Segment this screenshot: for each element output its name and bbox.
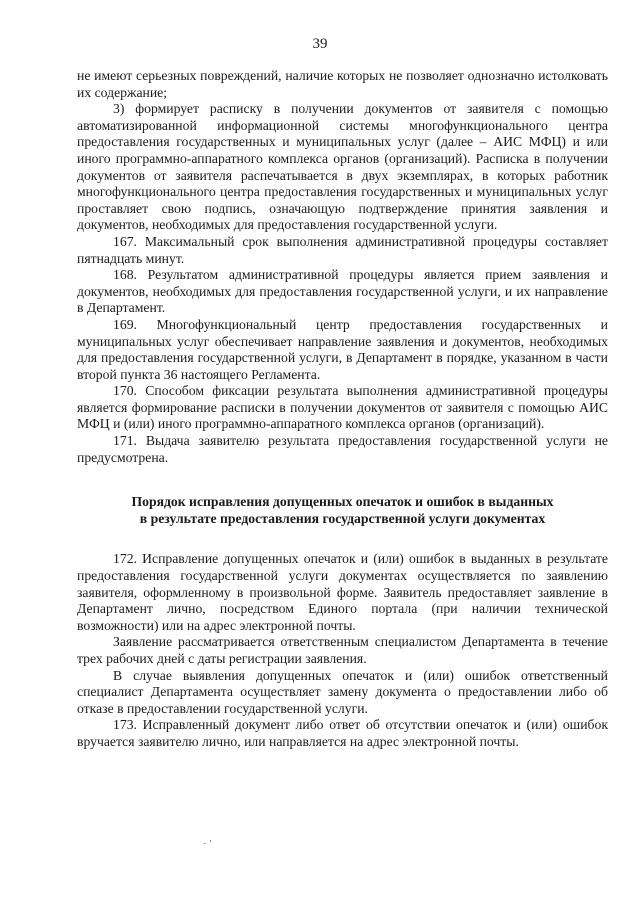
paragraph-173: 173. Исправленный документ либо ответ об отсутствии опечаток и (или) ошибок вручается заявителю лично, или направляется на адрес электронной почты. <box>77 717 608 749</box>
section-heading-line-1: Порядок исправления допущенных опечаток и ошибок в выданных <box>131 494 554 510</box>
document-body <box>77 68 608 751</box>
page-number: 39 <box>312 36 328 52</box>
paragraph-172: 172. Исправление допущенных опечаток и (или) ошибок в выданных в результате предоставления государственной услуги документах осуществляется по заявлению заявителя, оформленному в произвольной форме. Заявитель предоставляет заявление в Департамент лично, посредством Единого портала (при наличии технической возможности) или на адрес электронной почты. <box>77 551 608 633</box>
paragraph-continuation: не имеют серьезных повреждений, наличие которых не позволяет однозначно истолковать их содержание; <box>77 68 608 100</box>
paragraph-167: 167. Максимальный срок выполнения административной процедуры составляет пятнадцать минут. <box>77 233 608 266</box>
paragraph-169: 169. Многофункциональный центр предоставления государственных и муниципальных услуг обеспечивает направление заявления и документов, необходимых для предоставления государственной услуги, в Департамент в порядке, указанном в части второй пункта 36 настоящего Регламента. <box>77 316 608 382</box>
section-heading-line-2: в результате предоставления государственной услуги документах <box>139 510 546 526</box>
paragraph-168: 168. Результатом административной процедуры является прием заявления и документов, необходимых для предоставления государственной услуги, и их направление в Департамент. <box>77 267 608 316</box>
paragraph-171: 171. Выдача заявителю результата предоставления государственной услуги не предусмотрена. <box>77 433 608 465</box>
scan-mark: · ′ <box>203 838 212 850</box>
paragraph-review: Заявление рассматривается ответственным специалистом Департамента в течение трех рабочих дней с даты регистрации заявления. <box>77 634 608 666</box>
section-heading <box>77 494 608 527</box>
paragraph-item-3: 3) формирует расписку в получении документов от заявителя с помощью автоматизированной информационной системы многофункционального центра предоставления государственных и муниципальных услуг (далее – АИС МФЦ) и или иного программно-аппаратного комплекса органов (организаций). Расписка в получении документов от заявителя распечатывается в двух экземплярах, в которых работник многофункционального центра предоставления государственных и муниципальных услуг проставляет свою подпись, означающую подтверждение принятия заявления и документов, необходимых для предоставления государственной услуги. <box>77 101 608 233</box>
paragraph-170: 170. Способом фиксации результата выполнения административной процедуры является формирование расписки в получении документов от заявителя с помощью АИС МФЦ и (или) иного программно-аппаратного комплекса органов (организаций). <box>77 383 608 432</box>
paragraph-replacement: В случае выявления допущенных опечаток и (или) ошибок ответственный специалист Департамента осуществляет замену документа о предоставлении либо об отказе в предоставлении государственной услуги. <box>77 667 608 716</box>
